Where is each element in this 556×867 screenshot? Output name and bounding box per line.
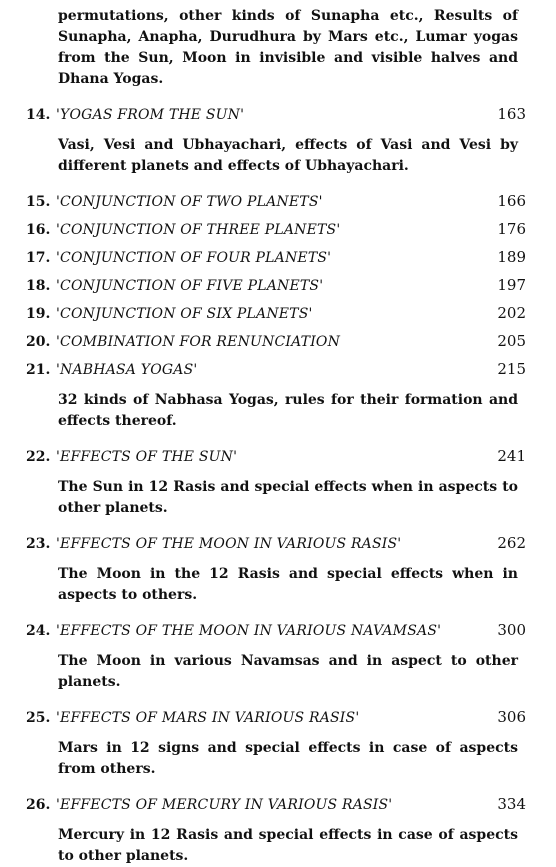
entry-number: 15. bbox=[26, 194, 51, 210]
entry-title: 'CONJUNCTION OF SIX PLANETS' bbox=[56, 306, 313, 322]
entry-heading bbox=[26, 219, 526, 240]
entry-heading bbox=[26, 104, 526, 125]
entry-number: 25. bbox=[26, 710, 51, 726]
entry-number: 24. bbox=[26, 623, 51, 639]
entry-page: 334 bbox=[497, 795, 526, 813]
entry-page: 241 bbox=[497, 447, 526, 465]
toc-entry-18 bbox=[26, 275, 526, 296]
entry-number: 21. bbox=[26, 362, 51, 378]
entry-title: 'EFFECTS OF THE MOON IN VARIOUS RASIS' bbox=[56, 536, 402, 552]
entry-number: 22. bbox=[26, 449, 51, 465]
entry-heading bbox=[26, 620, 526, 641]
toc-entry-21 bbox=[26, 359, 526, 432]
entry-number: 14. bbox=[26, 107, 51, 123]
toc-entry-14 bbox=[26, 104, 526, 177]
entry-number: 19. bbox=[26, 306, 51, 322]
entry-heading bbox=[26, 794, 526, 815]
entry-page: 300 bbox=[497, 621, 526, 639]
entry-page: 189 bbox=[497, 248, 526, 266]
entry-title: 'CONJUNCTION OF FOUR PLANETS' bbox=[56, 250, 332, 266]
entry-number: 18. bbox=[26, 278, 51, 294]
entry-description: The Moon in various Navamsas and in aspect to other planets. bbox=[58, 653, 518, 690]
toc-entry-26 bbox=[26, 794, 526, 867]
toc-entry-20 bbox=[26, 331, 526, 352]
entry-number: 23. bbox=[26, 536, 51, 552]
entry-page: 215 bbox=[497, 360, 526, 378]
entry-number: 17. bbox=[26, 250, 51, 266]
entry-heading bbox=[26, 275, 526, 296]
entry-title: 'EFFECTS OF THE MOON IN VARIOUS NAVAMSAS' bbox=[56, 623, 442, 639]
entry-title: 'NABHASA YOGAS' bbox=[56, 362, 198, 378]
intro-description: permutations, other kinds of Sunapha etc., Results of Sunapha, Anapha, Durudhura by Mars etc., Lumar yogas from the Sun, Moon in invisible and visible halves and Dhana Yogas. bbox=[58, 8, 518, 87]
entry-heading bbox=[26, 331, 526, 352]
entry-title: 'CONJUNCTION OF TWO PLANETS' bbox=[56, 194, 323, 210]
entry-heading bbox=[26, 191, 526, 212]
entry-page: 176 bbox=[497, 220, 526, 238]
entry-page: 205 bbox=[497, 332, 526, 350]
entry-page: 262 bbox=[497, 534, 526, 552]
entry-description: Mercury in 12 Rasis and special effects in case of aspects to other planets. bbox=[58, 827, 518, 864]
entry-page: 166 bbox=[497, 192, 526, 210]
entry-description: The Sun in 12 Rasis and special effects when in aspects to other planets. bbox=[58, 479, 518, 516]
entry-title: 'EFFECTS OF MARS IN VARIOUS RASIS' bbox=[56, 710, 360, 726]
entry-number: 20. bbox=[26, 334, 51, 350]
toc-entry-22 bbox=[26, 446, 526, 519]
toc-entry-17 bbox=[26, 247, 526, 268]
entry-page: 306 bbox=[497, 708, 526, 726]
entry-title: 'EFFECTS OF THE SUN' bbox=[56, 449, 238, 465]
entry-heading bbox=[26, 707, 526, 728]
entry-description: The Moon in the 12 Rasis and special effects when in aspects to others. bbox=[58, 566, 518, 603]
entry-description: Vasi, Vesi and Ubhayachari, effects of Vasi and Vesi by different planets and effects of Ubhayachari. bbox=[58, 137, 518, 174]
toc-entry-24 bbox=[26, 620, 526, 693]
entry-heading bbox=[26, 359, 526, 380]
entry-title: 'CONJUNCTION OF FIVE PLANETS' bbox=[56, 278, 324, 294]
entry-heading bbox=[26, 303, 526, 324]
entry-heading bbox=[26, 247, 526, 268]
entry-page: 197 bbox=[497, 276, 526, 294]
entry-number: 26. bbox=[26, 797, 51, 813]
entry-page: 163 bbox=[497, 105, 526, 123]
entry-title: 'CONJUNCTION OF THREE PLANETS' bbox=[56, 222, 341, 238]
entry-description: Mars in 12 signs and special effects in case of aspects from others. bbox=[58, 740, 518, 777]
entry-title: 'EFFECTS OF MERCURY IN VARIOUS RASIS' bbox=[56, 797, 393, 813]
toc-entry-25 bbox=[26, 707, 526, 780]
toc-entry-16 bbox=[26, 219, 526, 240]
entry-title: 'COMBINATION FOR RENUNCIATION bbox=[56, 334, 341, 350]
entry-page: 202 bbox=[497, 304, 526, 322]
toc-entry-19 bbox=[26, 303, 526, 324]
entry-title: 'YOGAS FROM THE SUN' bbox=[56, 107, 245, 123]
toc-entry-15 bbox=[26, 191, 526, 212]
entry-description: 32 kinds of Nabhasa Yogas, rules for their formation and effects thereof. bbox=[58, 392, 518, 429]
entry-heading bbox=[26, 446, 526, 467]
entry-number: 16. bbox=[26, 222, 51, 238]
toc-entry-23 bbox=[26, 533, 526, 606]
entry-heading bbox=[26, 533, 526, 554]
